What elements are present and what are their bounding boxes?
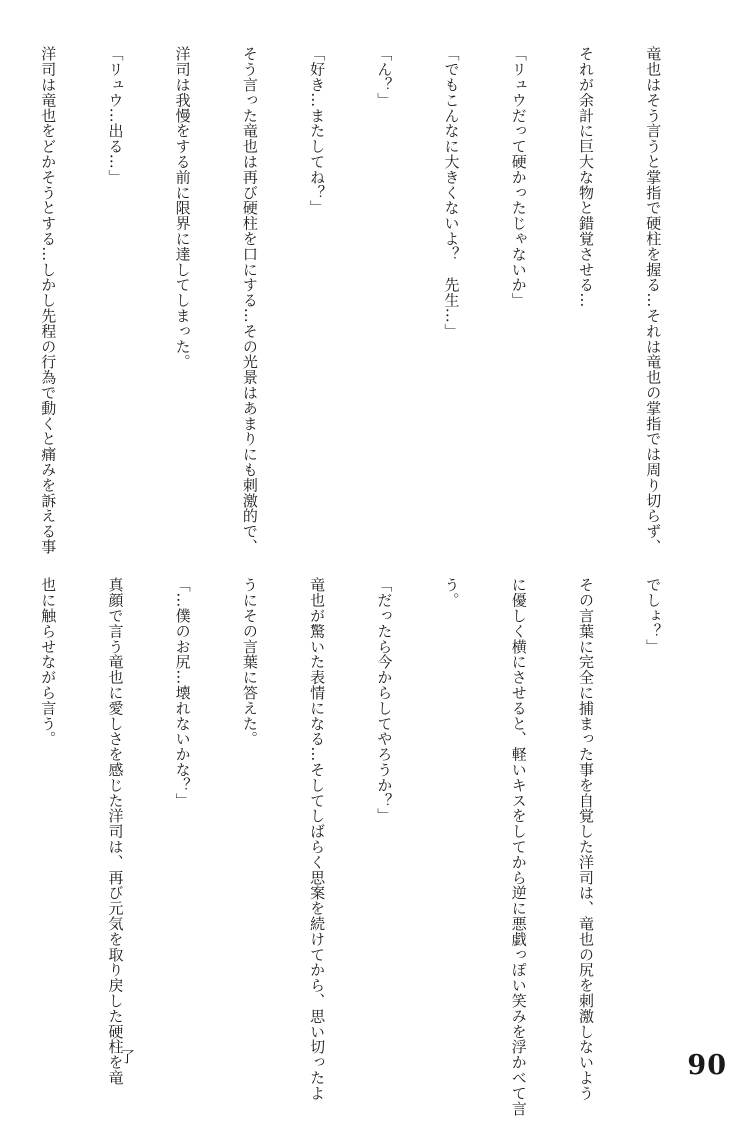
text-line: 「…僕のお尻…壊れないかな？」 [173, 577, 192, 808]
text-line: それが余計に巨大な物と錯覚させる… [576, 46, 595, 308]
text-line: 竜也が驚いた表情になる…そしてしばらく思案を続けてから、思い切ったよ [308, 577, 327, 1101]
text-line: 真顔で言う竜也に愛しさを感じた洋司は、再び元気を取り戻した硬柱を竜 [106, 577, 125, 1086]
text-line: 洋司は竜也をどかそうとする…しかし先程の行為で動くと痛みを訴える事 [39, 46, 58, 555]
text-line: でしょ？」 [644, 577, 663, 654]
text-line: 「だったら今からしてやろうか？」 [375, 577, 394, 824]
text-line: 「ん？」 [375, 46, 394, 108]
text-line: 「リュウだって硬かったじゃないか」 [509, 46, 528, 308]
page-number: 90 [687, 1050, 727, 1081]
text-line: う。 [442, 577, 461, 608]
text-line: 「リュウ…出る…」 [106, 46, 125, 185]
text-line: に優しく横にさせると、軽いキスをしてから逆に悪戯っぽい笑みを浮かべて言 [509, 577, 528, 1116]
text-line: うにその言葉に答えた。 [240, 577, 259, 747]
text-column-block-top [39, 46, 709, 555]
text-line: その言葉に完全に捕まった事を自覚した洋司は、竜也の尻を刺激しないよう [576, 577, 595, 1101]
end-mark: 了 [120, 1048, 136, 1066]
text-line: 「でもこんなに大きくないよ？ 先生…」 [442, 46, 461, 339]
text-line: 洋司は我慢をする前に限界に達してしまった。 [173, 46, 192, 370]
text-line: 也に触らせながら言う。 [39, 577, 58, 747]
text-line: そう言った竜也は再び硬柱を口にする…その光景はあまりにも刺激的で、 [240, 46, 259, 555]
text-line: 竜也はそう言うと掌指で硬柱を握る…それは竜也の掌指では周り切らず、 [644, 46, 663, 555]
text-line: 「好き…またしてね？」 [308, 46, 327, 216]
